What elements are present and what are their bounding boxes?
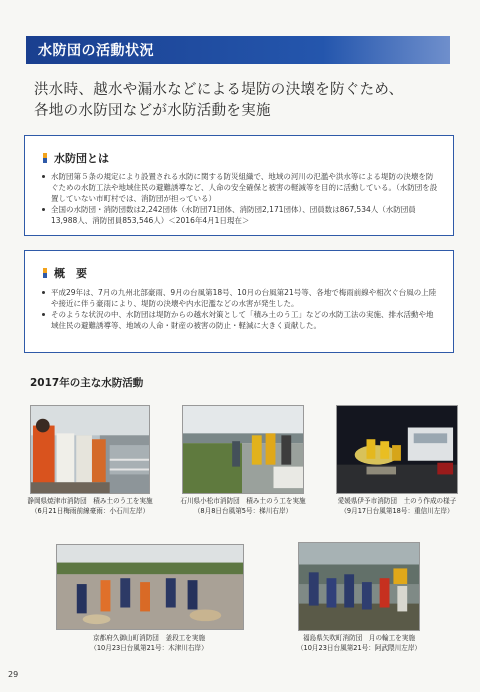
activity-photo-fukushima (298, 542, 420, 631)
activity-caption-fukushima (288, 634, 430, 653)
caption-line: （10月23日台風第21号：阿武隈川左岸） (296, 643, 422, 652)
overview-bullet-list (41, 287, 439, 331)
activity-photo-ehime (336, 405, 458, 494)
activity-caption-kyoto (74, 634, 224, 653)
overview-box (24, 250, 454, 353)
overview-heading-text: 概 要 (54, 267, 87, 280)
caption-line: （9月17日台風第18号：重信川左岸） (340, 506, 454, 515)
caption-line: （8月8日台風第5号：梯川右岸） (193, 506, 293, 515)
caption-line: 福島県矢吹町消防団 月の輪工を実施 (302, 634, 416, 642)
activity-caption-shizuoka (22, 497, 158, 516)
caption-line: 京都府久御山町消防団 釜段工を実施 (92, 634, 206, 642)
overview-heading (43, 265, 87, 281)
about-heading-text: 水防団とは (54, 152, 109, 165)
headline-line-2: 各地の水防団などが水防活動を実施 (34, 103, 271, 119)
caption-line: 静岡県焼津市消防団 積み土のう工を実施 (27, 497, 153, 505)
headline (34, 80, 454, 122)
about-heading (43, 150, 109, 166)
activity-photo-shizuoka (30, 405, 150, 494)
activities-section-title: 2017年の主な水防活動 (30, 377, 144, 389)
about-bullet: 全国の水防団・消防団数は2,242団体（水防団71団体、消防団2,171団体）、団員数は867,534人（水防団員13,988人、消防団員853,546人）＜2016年4月1日現在＞ (41, 204, 439, 226)
headline-line-1: 洪水時、越水や漏水などによる堤防の決壊を防ぐため、 (34, 82, 404, 98)
overview-bullet: そのような状況の中、水防団は堤防からの越水対策として「積み土のう工」などの水防工法の実施、排水活動や地域住民の避難誘導等、地域の人命・財産の被害の防止・軽減に大きく貢献した。 (41, 309, 439, 331)
caption-line: （6月21日梅雨前線豪雨：小石川左岸） (30, 506, 150, 515)
caption-line: 石川県小松市消防団 積み土のう工を実施 (180, 497, 306, 505)
page-number: 29 (8, 670, 19, 679)
caption-line: 愛媛県伊予市消防団 土のう作成の様子 (337, 497, 457, 505)
title-bar (26, 36, 450, 64)
about-box (24, 135, 454, 236)
heading-marker-icon (43, 268, 47, 278)
activity-caption-ishikawa (170, 497, 316, 516)
heading-marker-icon (43, 153, 47, 163)
about-bullet-list (41, 171, 439, 226)
about-bullet: 水防団第５条の規定により設置される水防に関する防災組織で、地域の河川の氾濫や洪水等による堤防の決壊を防ぐための水防工法や地域住民の避難誘導など、人命の安全確保と被害の軽減等を目的に活動している。（水防団を設置していない市町村では、消防団が担っている） (41, 171, 439, 204)
activity-caption-ehime (326, 497, 468, 516)
overview-bullet: 平成29年は、7月の九州北部豪雨、9月の台風第18号、10月の台風第21号等、各地で梅雨前線や相次ぐ台風の上陸や接近に伴う豪雨により、堤防の決壊や内水氾濫などの水害が発生した。 (41, 287, 439, 309)
page-title: 水防団の活動状況 (38, 43, 154, 59)
activity-photo-ishikawa (182, 405, 304, 494)
caption-line: （10月23日台風第21号：木津川右岸） (90, 643, 208, 652)
activity-photo-kyoto (56, 544, 244, 630)
